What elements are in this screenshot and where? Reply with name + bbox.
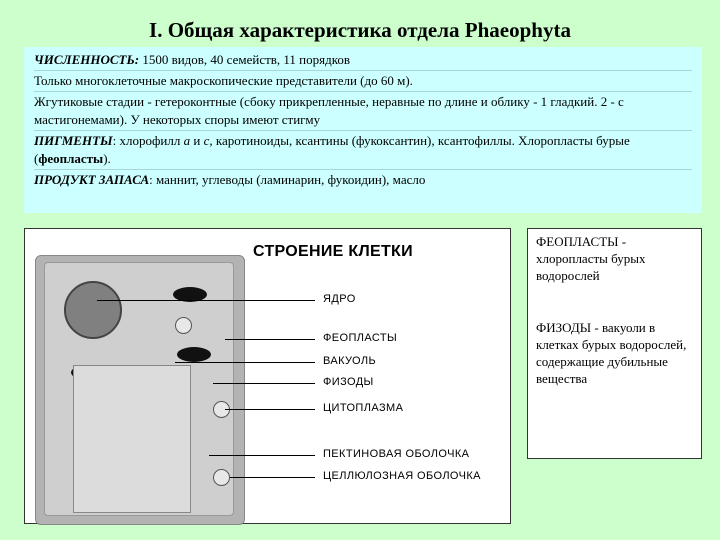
storage-label: ПРОДУКТ ЗАПАСА — [34, 172, 150, 187]
storage-row — [34, 171, 692, 190]
leader-line — [230, 477, 315, 478]
label-cytoplasm: ЦИТОПЛАЗМА — [323, 402, 404, 414]
definition-pheoplasts: ФЕОПЛАСТЫ - хлоропласты бурых водорослей — [536, 234, 646, 283]
count-row — [34, 51, 692, 71]
physode — [213, 469, 230, 486]
pigments-text-2: , каротиноиды, ксантины (фукоксантин), ксантофиллы. Хлоропласты бурые ( — [34, 133, 630, 166]
flagellate-row: Жгутиковые стадии - гетероконтные (сбоку прикрепленные, неравные по длине и облику - 1 гладкий. 2 - с мастигонемами). У некоторых споры имеют стигму — [34, 93, 692, 131]
leader-line — [175, 362, 315, 363]
macro-row: Только многоклеточные макроскопические представители (до 60 м). — [34, 72, 692, 92]
count-label: ЧИСЛЕННОСТЬ: — [34, 52, 140, 67]
pigments-label: ПИГМЕНТЫ — [34, 133, 113, 148]
leader-line — [225, 339, 315, 340]
pheoplast — [177, 347, 211, 362]
physode — [175, 317, 192, 334]
page-title: I. Общая характеристика отдела Phaeophyta — [149, 18, 571, 42]
nucleus — [64, 281, 122, 339]
leader-line — [209, 455, 315, 456]
leader-line — [225, 409, 315, 410]
leader-line — [97, 300, 315, 301]
label-cellulose-wall: ЦЕЛЛЮЛОЗНАЯ ОБОЛОЧКА — [323, 470, 481, 482]
pigments-and: и — [190, 133, 204, 148]
cell-diagram — [24, 228, 511, 524]
cellulose-wall — [35, 255, 245, 525]
storage-text: : маннит, углеводы (ламинарин, фукоидин), масло — [149, 172, 426, 187]
vacuole — [73, 365, 191, 513]
diagram-title: СТРОЕНИЕ КЛЕТКИ — [253, 243, 413, 260]
definitions-box — [527, 228, 702, 459]
pigments-end: ). — [103, 151, 111, 166]
label-physodes: ФИЗОДЫ — [323, 376, 374, 388]
label-nucleus: ЯДРО — [323, 293, 356, 305]
label-pectin-wall: ПЕКТИНОВАЯ ОБОЛОЧКА — [323, 448, 470, 460]
pigments-text-1: : хлорофилл — [112, 133, 184, 148]
label-vacuole: ВАКУОЛЬ — [323, 355, 377, 367]
pigment-c: с — [203, 133, 210, 148]
definition-physodes: ФИЗОДЫ - вакуоли в клетках бурых водорослей, содержащие дубильные вещества — [536, 320, 687, 386]
label-pheoplasts: ФЕОПЛАСТЫ — [323, 332, 398, 344]
pigments-bold: феопласты — [38, 151, 104, 166]
pigments-row — [34, 132, 692, 170]
leader-line — [213, 383, 315, 384]
count-text: 1500 видов, 40 семейств, 11 порядков — [139, 52, 351, 67]
characteristics-box — [24, 47, 702, 213]
pigment-a: а — [183, 133, 191, 148]
